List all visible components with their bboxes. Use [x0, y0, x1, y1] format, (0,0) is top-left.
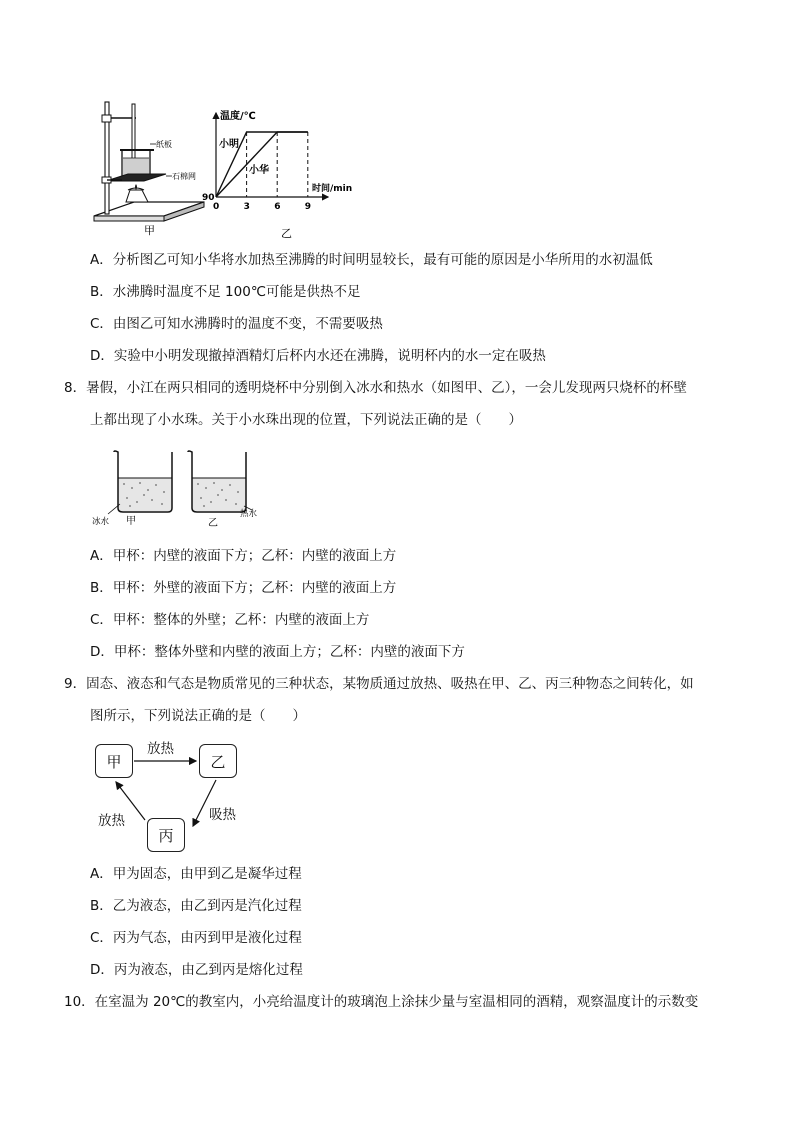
q9-option-d[interactable]: D．丙为液态，由乙到丙是熔化过程: [90, 962, 303, 978]
beaker-ice-water: [114, 451, 172, 512]
beakers-drawing: [92, 448, 282, 530]
beaker-yi-label: 乙: [208, 518, 218, 529]
q10-stem-line1: 10．在室温为 20℃的教室内，小亮给温度计的玻璃泡上涂抹少量与室温相同的酒精，观察温度计的示数变: [64, 994, 699, 1010]
q9-stem-line2: 图所示，下列说法正确的是（ ）: [90, 708, 306, 724]
temperature-time-chart: [200, 105, 365, 240]
x-tick-label-9: 9: [304, 202, 312, 212]
label-release-heat-2: 放热: [98, 813, 125, 829]
label-release-heat-1: 放热: [147, 741, 174, 757]
label-absorb-heat: 吸热: [209, 807, 236, 823]
apparatus-caption: 甲: [144, 224, 155, 236]
apparatus-drawing: [92, 98, 207, 236]
q8-stem-line1: 8．暑假，小江在两只相同的透明烧杯中分别倒入冰水和热水（如图甲、乙），一会儿发现两只烧杯的杯壁: [64, 380, 687, 396]
state-transition-figure: [92, 734, 252, 856]
chart-svg: [200, 105, 365, 240]
chart-caption: 乙: [281, 227, 292, 240]
q7-option-b[interactable]: B．水沸腾时温度不足 100℃可能是供热不足: [90, 284, 361, 300]
q8-option-d[interactable]: D．甲杯：整体外壁和内壁的液面上方；乙杯：内壁的液面下方: [90, 644, 465, 660]
q9-option-c[interactable]: C．丙为气态，由丙到甲是液化过程: [90, 930, 302, 946]
gauze-label: 石棉网: [172, 172, 196, 181]
x-tick-label-3: 3: [243, 202, 250, 212]
beaker-hot-water: [188, 451, 246, 512]
boiling-apparatus-figure: [92, 98, 207, 236]
state-jia-box: 甲: [95, 744, 133, 778]
state-bing-box: 丙: [147, 818, 185, 852]
y-tick-label-90: 90: [202, 193, 215, 203]
q9-option-a[interactable]: A．甲为固态，由甲到乙是凝华过程: [90, 866, 302, 882]
series-label-xiaohua: 小华: [249, 165, 269, 176]
series-label-xiaoming: 小明: [219, 139, 239, 150]
ice-water-label: 冰水: [92, 517, 110, 527]
x-axis-label: 时间/min: [312, 184, 353, 194]
x-tick-label-0: 0: [213, 202, 220, 212]
q7-option-d[interactable]: D．实验中小明发现撤掉酒精灯后杯内水还在沸腾，说明杯内的水一定在吸热: [90, 348, 546, 364]
q8-option-a[interactable]: A．甲杯：内壁的液面下方；乙杯：内壁的液面上方: [90, 548, 397, 564]
beakers-figure: [92, 448, 282, 530]
q8-option-b[interactable]: B．甲杯：外壁的液面下方；乙杯：内壁的液面上方: [90, 580, 397, 596]
y-axis-label: 温度/℃: [220, 111, 256, 122]
paper-label: 纸板: [156, 140, 172, 149]
q7-option-a[interactable]: A．分析图乙可知小华将水加热至沸腾的时间明显较长，最有可能的原因是小华所用的水初温低: [90, 252, 653, 268]
hot-water-label: 热水: [240, 509, 258, 519]
q9-option-b[interactable]: B．乙为液态，由乙到丙是汽化过程: [90, 898, 302, 914]
q8-option-c[interactable]: C．甲杯：整体的外壁；乙杯：内壁的液面上方: [90, 612, 370, 628]
q8-stem-line2: 上都出现了小水珠。关于小水珠出现的位置，下列说法正确的是（ ）: [90, 412, 522, 428]
beaker-jia-label: 甲: [126, 516, 136, 527]
q7-option-c[interactable]: C．由图乙可知水沸腾时的温度不变，不需要吸热: [90, 316, 383, 332]
state-yi-box: 乙: [199, 744, 237, 778]
q9-stem-line1: 9．固态、液态和气态是物质常见的三种状态，某物质通过放热、吸热在甲、乙、丙三种物态之间转化，如: [64, 676, 694, 692]
x-tick-label-6: 6: [274, 202, 281, 212]
